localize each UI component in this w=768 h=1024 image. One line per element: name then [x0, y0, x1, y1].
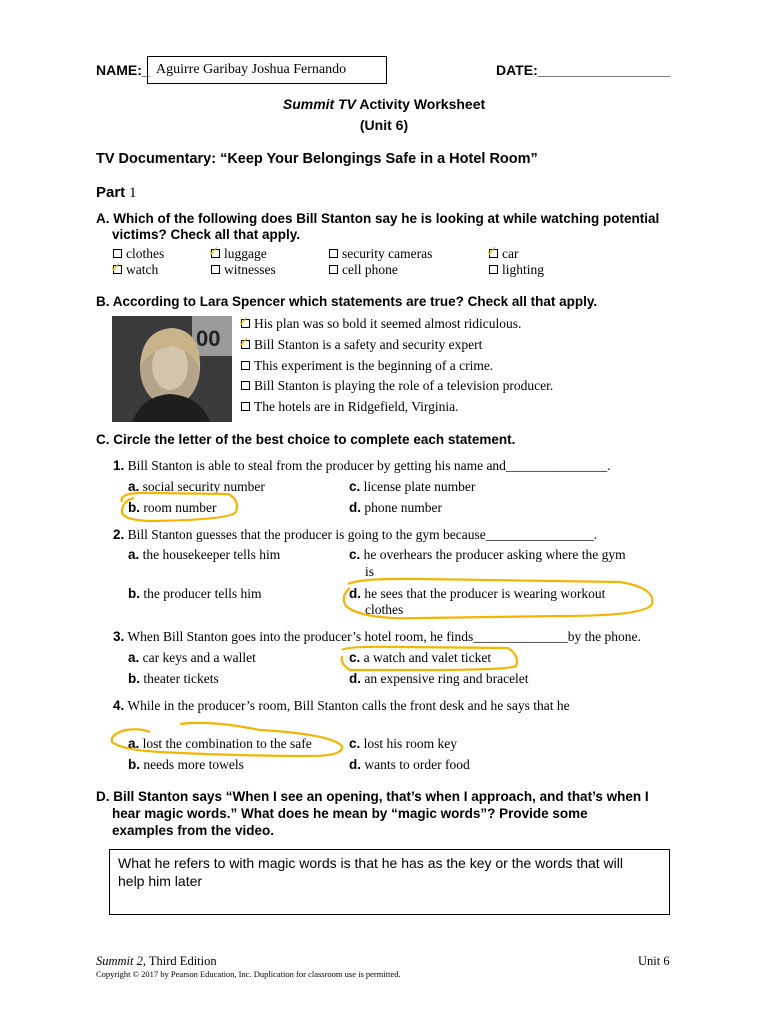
footer-unit: Unit 6	[638, 954, 670, 968]
c3-option-d[interactable]: d. an expensive ring and bracelet	[349, 671, 529, 686]
c2-option-a[interactable]: a. the housekeeper tells him	[128, 547, 281, 562]
checkbox-checked-icon[interactable]: ✓	[208, 244, 220, 261]
option-b-5[interactable]: The hotels are in Ridgefield, Virginia.	[241, 399, 459, 415]
question-a-prompt: A. Which of the following does Bill Stanton say he is looking at while watching potential	[96, 211, 660, 226]
option-a-lighting[interactable]: lighting	[489, 262, 544, 278]
checkbox-checked-icon[interactable]: ✓	[238, 335, 250, 352]
svg-text:00: 00	[196, 326, 221, 351]
name-label: NAME:_	[96, 62, 150, 78]
question-c4-stem: 4. While in the producer’s room, Bill Stanton calls the front desk and he says that he	[113, 698, 570, 713]
question-b-prompt: B. According to Lara Spencer which statements are true? Check all that apply.	[96, 294, 598, 309]
c2-option-d[interactable]: d. he sees that the producer is wearing workout	[349, 586, 606, 601]
date-field[interactable]: DATE:_________________	[496, 62, 671, 78]
title-rest: Activity Worksheet	[359, 96, 486, 112]
option-a-watch[interactable]: ✓ watch	[110, 260, 159, 277]
c1-option-b[interactable]: b. room number	[128, 500, 217, 515]
footer-book-italic: Summit 2,	[96, 954, 146, 968]
option-a-security-cameras[interactable]: security cameras	[329, 246, 432, 262]
option-a-clothes[interactable]: clothes	[113, 246, 164, 262]
checkbox-checked-icon[interactable]: ✓	[110, 260, 122, 277]
c4-option-d[interactable]: d. wants to order food	[349, 757, 470, 772]
title-italic: Summit TV	[282, 96, 356, 112]
question-c2-stem: 2. Bill Stanton guesses that the producer is going to the gym because________________.	[113, 527, 598, 542]
option-b-1[interactable]: ✓ His plan was so bold it seemed almost ridiculous.	[238, 314, 522, 331]
option-b-3[interactable]: This experiment is the beginning of a crime.	[241, 358, 493, 374]
footer-book	[96, 954, 217, 969]
option-a-luggage[interactable]: ✓ luggage	[208, 244, 267, 261]
unit-subtitle: (Unit 6)	[359, 117, 409, 133]
highlight-c1-b	[122, 493, 237, 521]
c3-option-b[interactable]: b. theater tickets	[128, 671, 219, 686]
c1-option-d[interactable]: d. phone number	[349, 500, 442, 515]
answer-textbox[interactable]	[109, 849, 670, 915]
c2-option-c-cont: is	[365, 564, 375, 579]
question-a-prompt-2: victims? Check all that apply.	[112, 227, 301, 242]
c4-option-c[interactable]: c. lost his room key	[349, 736, 458, 751]
option-b-2[interactable]: ✓ Bill Stanton is a safety and security expert	[238, 335, 483, 352]
question-d-prompt-2: hear magic words.” What does he mean by “magic words”? Provide some	[112, 806, 588, 821]
highlight-c2-d	[344, 579, 653, 618]
highlight-c3-c	[342, 647, 517, 670]
option-a-witnesses[interactable]: witnesses	[211, 262, 276, 278]
c3-option-a[interactable]: a. car keys and a wallet	[128, 650, 256, 665]
option-a-car[interactable]: ✓ car	[486, 244, 519, 261]
checkbox-checked-icon[interactable]: ✓	[486, 244, 498, 261]
option-a-cell-phone[interactable]: cell phone	[329, 262, 398, 278]
c4-option-a[interactable]: a. lost the combination to the safe	[128, 736, 312, 751]
question-c3-stem: 3. When Bill Stanton goes into the producer’s hotel room, he finds______________by the phone.	[113, 629, 641, 644]
question-c-prompt: C. Circle the letter of the best choice to complete each statement.	[96, 432, 516, 447]
question-d-prompt-3: examples from the video.	[112, 823, 275, 838]
checkbox-checked-icon[interactable]: ✓	[238, 314, 250, 331]
footer-copyright: Copyright © 2017 by Pearson Education, Inc. Duplication for classroom use is permitted.	[96, 969, 401, 979]
footer-book-edition: Third Edition	[148, 954, 217, 968]
answer-line-2: help him later	[118, 873, 203, 889]
c4-option-b[interactable]: b. needs more towels	[128, 757, 244, 772]
name-field[interactable]: Aguirre Garibay Joshua Fernando	[147, 56, 387, 84]
option-b-4[interactable]: Bill Stanton is playing the role of a television producer.	[241, 378, 553, 394]
part-number: 1	[128, 185, 137, 201]
c1-option-a[interactable]: a. social security number	[128, 479, 265, 494]
answer-line-1: What he refers to with magic words is that he has as the key or the words that will	[118, 855, 623, 871]
part-label: Part	[96, 184, 126, 201]
highlight-c4-a	[112, 723, 342, 756]
c2-option-c[interactable]: c. he overhears the producer asking where the gym	[349, 547, 626, 562]
c3-option-c[interactable]: c. a watch and valet ticket	[349, 650, 492, 665]
c2-option-b[interactable]: b. the producer tells him	[128, 586, 262, 601]
c2-option-d-cont: clothes	[365, 602, 404, 617]
question-c1-stem: 1. Bill Stanton is able to steal from the producer by getting his name and_______________.	[113, 458, 611, 473]
question-d-prompt: D. Bill Stanton says “When I see an opening, that’s when I approach, and that’s when I	[96, 789, 649, 804]
c1-option-c[interactable]: c. license plate number	[349, 479, 476, 494]
documentary-title: TV Documentary: “Keep Your Belongings Safe in a Hotel Room”	[96, 151, 538, 167]
